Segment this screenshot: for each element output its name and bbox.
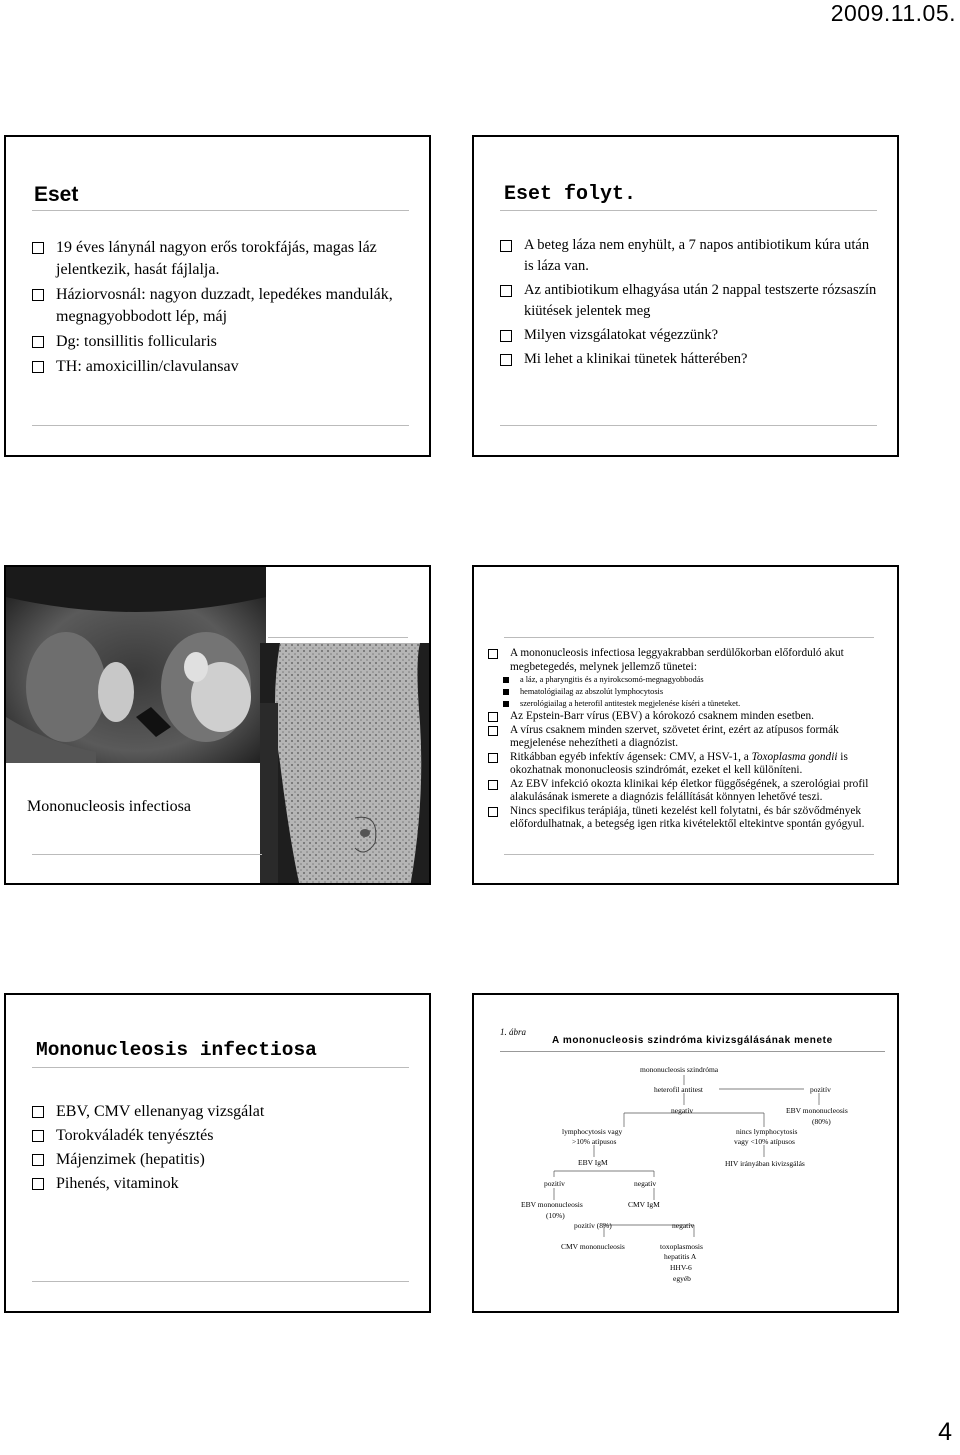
list-item: A beteg láza nem enyhült, a 7 napos antibiotikum kúra után is láza van.: [500, 235, 880, 277]
footer-rule: [32, 854, 262, 855]
flow-node: vagy <10% atípusos: [734, 1137, 795, 1146]
flow-node: pozitív (8%): [574, 1221, 612, 1230]
flow-node: egyéb: [673, 1274, 691, 1283]
flow-node: hepatitis A: [664, 1252, 697, 1261]
list-item: Milyen vizsgálatokat végezzünk?: [500, 325, 880, 346]
flow-node: negatív: [634, 1179, 657, 1188]
list-item: A mononucleosis infectiosa leggyakrabban serdülőkorban előforduló akut megbetegedés, melynek jellemző tünetei: a láz, a pharyngitis és a nyirokcsomó-megnagyobbodás hematológiailag az abszolút lymphocytosis szerológiailag a heterofil antitestek megjelenése kíséri a tüneteket.: [488, 647, 896, 710]
slide-flowchart: [472, 993, 899, 1313]
checkbox-bullet-icon: [500, 240, 512, 252]
checkbox-bullet-icon: [488, 726, 498, 736]
footer-rule: [500, 425, 877, 426]
flow-node: EBV mononucleosis: [786, 1106, 848, 1115]
list-item: Torokváladék tenyésztés: [32, 1125, 412, 1147]
title-rule: [504, 637, 874, 638]
list-item: 19 éves lánynál nagyon erős torokfájás, magas láz jelentkezik, hasát fájlalja.: [32, 237, 412, 281]
list-item: Mi lehet a klinikai tünetek hátterében?: [500, 349, 880, 370]
slide-eset: [4, 135, 431, 457]
flow-node: mononucleosis szindróma: [640, 1065, 719, 1074]
title-rule: [32, 1067, 409, 1068]
slide-mono-description: [472, 565, 899, 885]
slide-title: Eset folyt.: [504, 183, 637, 206]
bullet-list: [32, 1101, 412, 1195]
list-item: Az EBV infekció okozta klinikai kép életkor függőségének, a szerológiai profil alakulásának ismerete a diagnózis felállítását könnyen lehetővé teszi.: [488, 778, 896, 805]
checkbox-bullet-icon: [500, 285, 512, 297]
slide-title: Mononucleosis infectiosa: [36, 1039, 317, 1061]
flow-node: toxoplasmosis: [660, 1242, 703, 1251]
flow-node: (80%): [812, 1117, 831, 1126]
flow-node: pozitív: [544, 1179, 565, 1188]
page-number: 4: [938, 1418, 952, 1446]
list-item: Az antibiotikum elhagyása után 2 nappal testszerte rózsaszín kiütések jelentek meg: [500, 280, 880, 322]
footer-rule: [504, 854, 874, 855]
flow-node: >10% atípusos: [572, 1137, 617, 1146]
list-item: Pihenés, vitaminok: [32, 1173, 412, 1195]
filled-square-bullet-icon: [503, 689, 509, 695]
slide-title: Mononucleosis infectiosa: [27, 798, 191, 815]
filled-square-bullet-icon: [503, 677, 509, 683]
checkbox-bullet-icon: [500, 354, 512, 366]
slide-mono-photos: [4, 565, 431, 885]
checkbox-bullet-icon: [488, 712, 498, 722]
title-rule: [500, 210, 877, 211]
bullet-list: [32, 237, 412, 378]
checkbox-bullet-icon: [488, 807, 498, 817]
throat-photo: [6, 567, 266, 763]
sub-list-item: szerológiailag a heterofil antitestek megjelenése kíséri a tüneteket.: [510, 698, 896, 710]
checkbox-bullet-icon: [32, 1106, 44, 1118]
sub-list-item: hematológiailag az abszolút lymphocytosis: [510, 686, 896, 698]
flow-node: CMV mononucleosis: [561, 1242, 625, 1251]
list-item: Ritkábban egyéb infektív ágensek: CMV, a HSV-1, a Toxoplasma gondii is okozhatnak mononucleosis szindrómát, ezeket el kell különíteni.: [488, 751, 896, 778]
flow-node: EBV mononucleosis: [521, 1200, 583, 1209]
checkbox-bullet-icon: [32, 361, 44, 373]
slide-eset-folyt: [472, 135, 899, 457]
footer-rule: [32, 1281, 409, 1282]
flow-node: lymphocytosis vagy: [562, 1127, 623, 1136]
bullet-list: [500, 235, 880, 370]
list-item: EBV, CMV ellenanyag vizsgálat: [32, 1101, 412, 1123]
flow-node: negatív: [671, 1106, 694, 1115]
slide-title: Eset: [34, 183, 79, 206]
flowchart-title: A mononucleosis szindróma kivizsgálásának menete: [552, 1035, 833, 1046]
checkbox-bullet-icon: [32, 1154, 44, 1166]
list-item: Háziorvosnál: nagyon duzzadt, lepedékes mandulák, megnagyobbodott lép, máj: [32, 284, 412, 328]
flow-node: CMV IgM: [628, 1200, 660, 1209]
flow-node: EBV IgM: [578, 1158, 608, 1167]
checkbox-bullet-icon: [32, 336, 44, 348]
title-rule: [32, 210, 409, 211]
list-item: Májenzimek (hepatitis): [32, 1149, 412, 1171]
filled-square-bullet-icon: [503, 701, 509, 707]
header-date: 2009.11.05.: [830, 0, 956, 26]
flow-node: heterofil antitest: [654, 1085, 703, 1094]
checkbox-bullet-icon: [32, 289, 44, 301]
flow-node: (10%): [546, 1211, 565, 1220]
checkbox-bullet-icon: [488, 753, 498, 763]
flow-node: pozitív: [810, 1085, 831, 1094]
checkbox-bullet-icon: [32, 1130, 44, 1142]
checkbox-bullet-icon: [488, 649, 498, 659]
flow-node: nincs lymphocytosis: [736, 1127, 798, 1136]
footer-rule: [32, 425, 409, 426]
list-item: Az Epstein-Barr vírus (EBV) a kórokozó csaknem minden esetben.: [488, 710, 896, 724]
bullet-list: [488, 647, 896, 832]
checkbox-bullet-icon: [488, 780, 498, 790]
figure-label: 1. ábra: [500, 1027, 527, 1037]
rash-photo: [260, 643, 431, 885]
checkbox-bullet-icon: [500, 330, 512, 342]
flow-node: negatív: [672, 1221, 695, 1230]
checkbox-bullet-icon: [32, 1178, 44, 1190]
list-item: Nincs specifikus terápiája, tüneti kezelést kell folytatni, és bár szövődmények előfordulhatnak, a betegség igen ritka kivételektől eltekintve spontán gyógyul.: [488, 805, 896, 832]
checkbox-bullet-icon: [32, 242, 44, 254]
flow-node: HHV-6: [670, 1263, 692, 1272]
sub-list-item: a láz, a pharyngitis és a nyirokcsomó-megnagyobbodás: [510, 674, 896, 686]
flow-node: HIV irányában kivizsgálás: [725, 1159, 805, 1168]
list-item: TH: amoxicillin/clavulansav: [32, 356, 412, 378]
slide-mono-management: [4, 993, 431, 1313]
title-rule: [268, 637, 408, 638]
list-item: Dg: tonsillitis follicularis: [32, 331, 412, 353]
list-item: A vírus csaknem minden szervet, szövetet érint, ezért az atípusos formák megjelenése nehezítheti a diagnózist.: [488, 724, 896, 751]
